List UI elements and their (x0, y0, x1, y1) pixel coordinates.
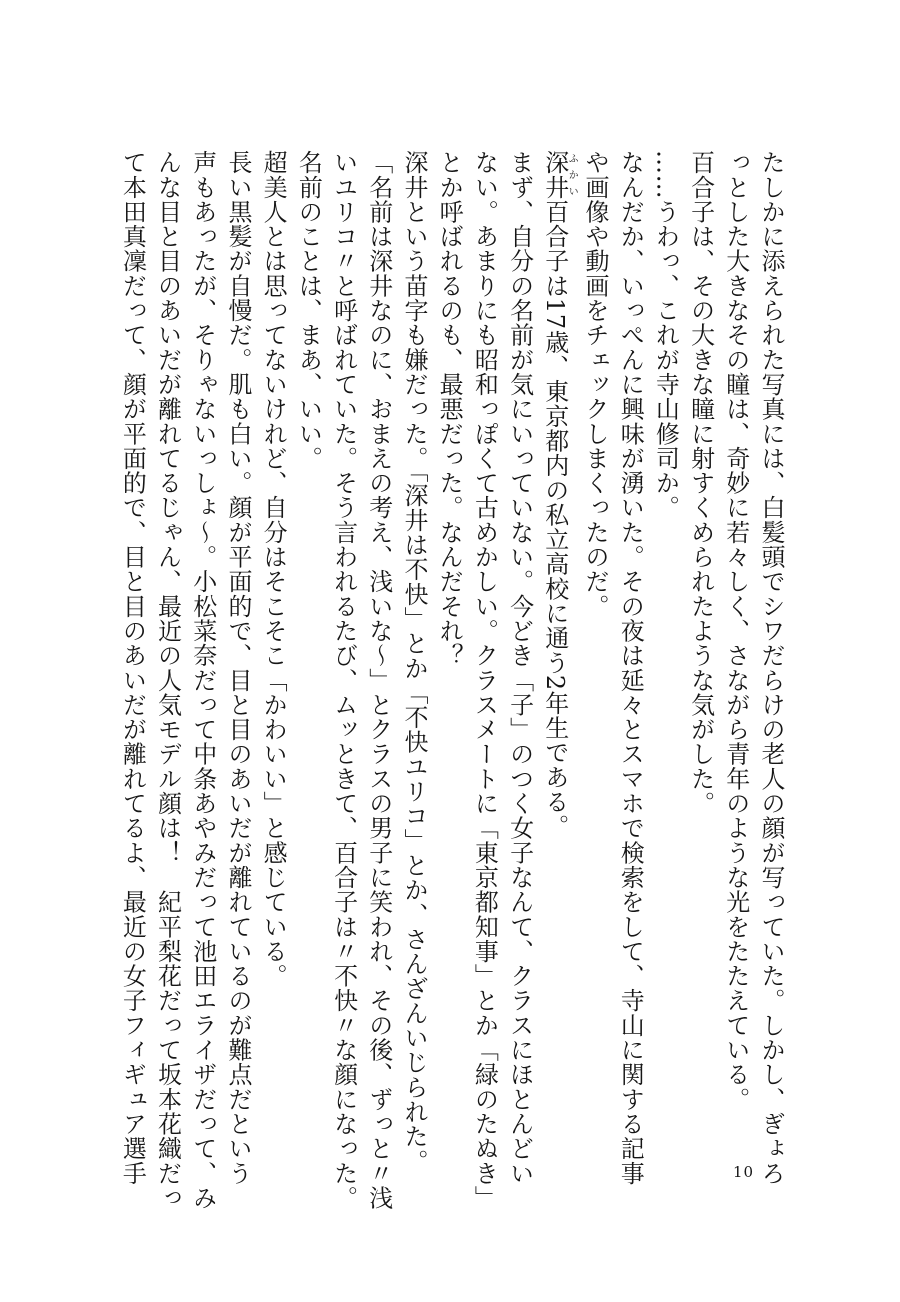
text-line: 百合子は、その大きな瞳に射すくめられたような気がした。 (686, 150, 715, 816)
page-number: 10 (733, 1163, 755, 1181)
text-line: いユリコ〃と呼ばれていた。そう言われるたび、ムッときて、百合子は〃不快〃な顔になった。 (329, 150, 358, 1210)
ruby-name (540, 150, 578, 200)
text-line: や画像や動画をチェックしまくったのだ。 (580, 150, 609, 619)
text-line: ……うわっ、これが寺山修司か。 (651, 150, 680, 520)
text-line: とか呼ばれるのも、最悪だった。なんだそれ？ (435, 150, 464, 668)
text-line: っとした大きなその瞳は、奇妙に若々しく、さながら青年のような光をたたえている。 (721, 150, 750, 1112)
text-line: ない。あまりにも昭和っぽくて古めかしい。クラスメートに「東京都知事」とか「緑のたぬき」 (470, 150, 499, 1210)
text-line: なんだか、いっぺんに興味が湧いた。その夜は延々とスマホで検索をして、寺山に関する記事 (616, 150, 645, 1186)
text-line: 長い黒髪が自慢だ。肌も白い。顔が平面的で、目と目のあいだが離れているのが難点だという (223, 150, 252, 1186)
text-line: 超美人とは思ってないけれど、自分はそこそこ「かわいい」と感じている。 (259, 150, 288, 989)
text-line-ruby (537, 150, 577, 1150)
text-line: んな目と目のあいだが離れてるじゃん、最近の人気モデル顔は！ 紀平梨花だって坂本花織だっ (153, 150, 182, 1210)
ruby-reading: ふかい (566, 150, 578, 200)
text-line: まず、自分の名前が気にいっていない。今どき「子」のつく女子なんて、クラスにほとんどい (505, 150, 534, 1186)
text-line: たしかに添えられた写真には、白髪頭でシワだらけの老人の顔が写っていた。しかし、ぎょろ (757, 150, 785, 1186)
text-line: て本田真凜だって、顔が平面的で、目と目のあいだが離れてるよ、最近の女子フィギュア選手 (118, 150, 147, 1186)
text-line: 「名前は深井なのに、おまえの考え、浅いな〜」とクラスの男子に笑われ、その後、ずっと〃浅 (364, 150, 393, 1210)
text-line-rest: 百合子は17歳、東京都内の私立高校に通う2年生である。 (540, 199, 569, 839)
text-line: 深井という苗字も嫌だった。「深井は不快」とか「不快ユリコ」とか、さんざんいじられた。 (399, 150, 428, 1174)
ruby-base: 深井 (540, 150, 569, 200)
text-line: 名前のことは、まあ、いい。 (294, 150, 323, 471)
text-line: 声もあったが、そりゃないっしょ〜。小松菜奈だって中条あやみだって池田エライザだって、み (188, 150, 217, 1210)
